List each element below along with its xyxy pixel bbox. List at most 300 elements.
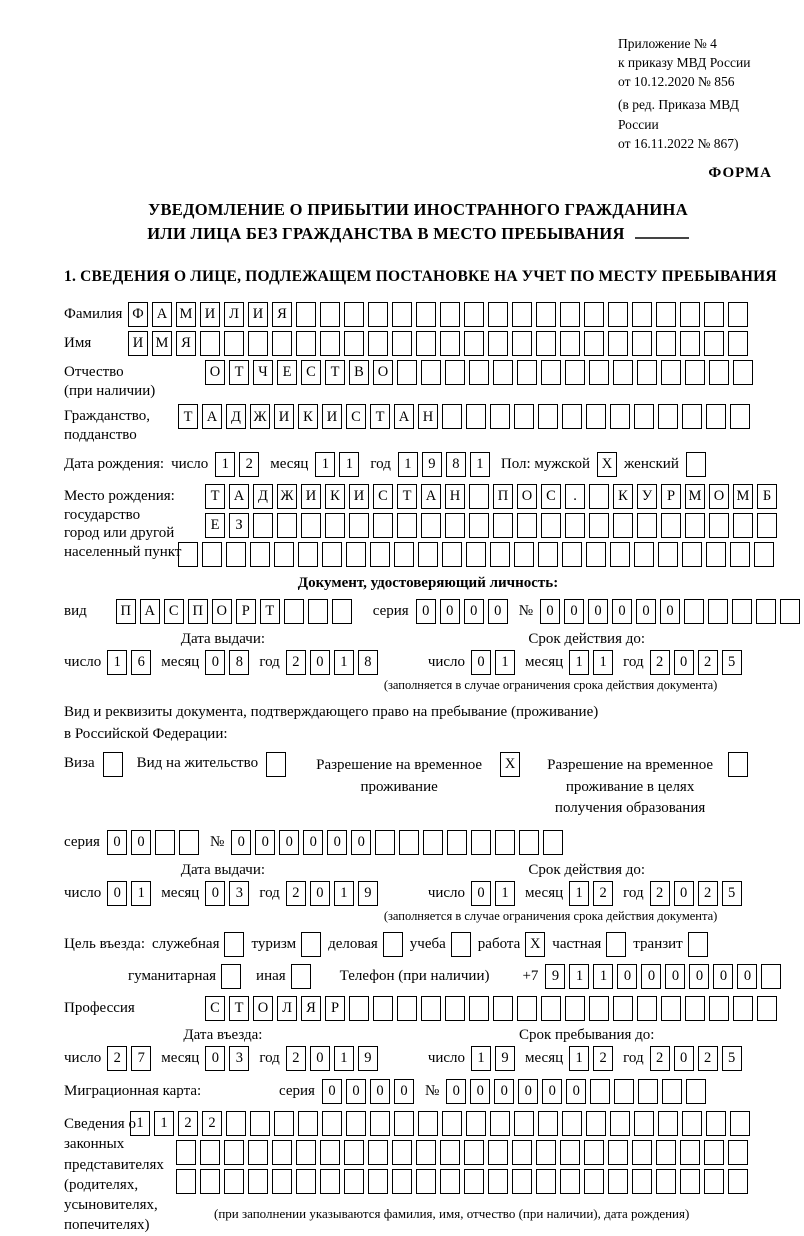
form-cell[interactable]: 0 <box>494 1079 514 1104</box>
form-cell[interactable]: С <box>164 599 184 624</box>
form-cell[interactable] <box>756 599 776 624</box>
form-cell[interactable] <box>562 404 582 429</box>
form-cell[interactable]: 9 <box>358 1046 378 1071</box>
form-cell[interactable] <box>709 360 729 385</box>
form-cell[interactable] <box>445 513 465 538</box>
form-cell[interactable] <box>680 1140 700 1165</box>
form-cell[interactable]: 0 <box>310 650 330 675</box>
form-cell[interactable] <box>754 542 774 567</box>
form-cell[interactable] <box>248 1140 268 1165</box>
form-cell[interactable]: Н <box>445 484 465 509</box>
form-cell[interactable] <box>658 1111 678 1136</box>
form-cell[interactable] <box>586 1111 606 1136</box>
form-cell[interactable]: М <box>685 484 705 509</box>
form-cell[interactable]: 0 <box>231 830 251 855</box>
form-cell[interactable]: К <box>613 484 633 509</box>
form-cell[interactable] <box>589 996 609 1021</box>
form-cell[interactable]: 8 <box>358 650 378 675</box>
form-cell[interactable]: 1 <box>593 964 613 989</box>
form-cell[interactable]: А <box>229 484 249 509</box>
visa-checkbox[interactable] <box>103 752 123 777</box>
form-cell[interactable]: 1 <box>315 452 335 477</box>
form-cell[interactable]: 0 <box>464 599 484 624</box>
form-cell[interactable]: 0 <box>107 830 127 855</box>
birth-year-cells[interactable] <box>398 452 494 477</box>
form-cell[interactable] <box>399 830 419 855</box>
form-cell[interactable] <box>368 1169 388 1194</box>
form-cell[interactable] <box>538 1111 558 1136</box>
form-cell[interactable]: Ж <box>277 484 297 509</box>
form-cell[interactable]: Т <box>178 404 198 429</box>
form-cell[interactable]: 1 <box>215 452 235 477</box>
form-cell[interactable]: З <box>229 513 249 538</box>
form-cell[interactable]: И <box>248 302 268 327</box>
form-cell[interactable] <box>685 513 705 538</box>
form-cell[interactable]: 0 <box>540 599 560 624</box>
form-cell[interactable] <box>541 513 561 538</box>
form-cell[interactable] <box>685 996 705 1021</box>
form-cell[interactable]: 0 <box>131 830 151 855</box>
form-cell[interactable] <box>296 1140 316 1165</box>
form-cell[interactable]: К <box>298 404 318 429</box>
migration-series-cells[interactable] <box>322 1079 418 1104</box>
form-cell[interactable] <box>488 1140 508 1165</box>
form-cell[interactable] <box>274 1111 294 1136</box>
form-cell[interactable]: 0 <box>566 1079 586 1104</box>
form-cell[interactable] <box>608 1140 628 1165</box>
form-cell[interactable]: 2 <box>650 881 670 906</box>
form-cell[interactable]: 6 <box>131 650 151 675</box>
form-cell[interactable] <box>471 830 491 855</box>
form-cell[interactable] <box>512 1140 532 1165</box>
form-cell[interactable] <box>488 302 508 327</box>
form-cell[interactable]: П <box>188 599 208 624</box>
doc-issue-year-cells[interactable] <box>286 650 382 675</box>
form-cell[interactable] <box>464 331 484 356</box>
purpose-study-checkbox[interactable] <box>451 932 471 957</box>
phone-cells[interactable] <box>545 964 785 989</box>
form-cell[interactable]: А <box>202 404 222 429</box>
form-cell[interactable] <box>298 1111 318 1136</box>
form-cell[interactable] <box>179 830 199 855</box>
form-cell[interactable] <box>490 542 510 567</box>
form-cell[interactable]: И <box>349 484 369 509</box>
surname-cells[interactable] <box>128 302 752 327</box>
form-cell[interactable]: 3 <box>229 1046 249 1071</box>
form-cell[interactable] <box>706 1111 726 1136</box>
form-cell[interactable] <box>296 331 316 356</box>
doc-issue-month-cells[interactable] <box>205 650 253 675</box>
form-cell[interactable]: Р <box>236 599 256 624</box>
form-cell[interactable] <box>200 1169 220 1194</box>
form-cell[interactable] <box>637 996 657 1021</box>
form-cell[interactable]: 0 <box>394 1079 414 1104</box>
form-cell[interactable]: О <box>253 996 273 1021</box>
form-cell[interactable]: Т <box>229 996 249 1021</box>
form-cell[interactable] <box>272 331 292 356</box>
form-cell[interactable]: 2 <box>178 1111 198 1136</box>
form-cell[interactable] <box>202 542 222 567</box>
form-cell[interactable] <box>490 1111 510 1136</box>
form-cell[interactable]: 0 <box>674 1046 694 1071</box>
form-cell[interactable] <box>344 302 364 327</box>
form-cell[interactable] <box>733 996 753 1021</box>
form-cell[interactable] <box>610 1111 630 1136</box>
form-cell[interactable] <box>708 599 728 624</box>
form-cell[interactable] <box>656 1169 676 1194</box>
form-cell[interactable] <box>397 513 417 538</box>
form-cell[interactable]: А <box>394 404 414 429</box>
form-cell[interactable] <box>155 830 175 855</box>
form-cell[interactable]: 2 <box>593 1046 613 1071</box>
form-cell[interactable] <box>565 360 585 385</box>
form-cell[interactable]: С <box>373 484 393 509</box>
form-cell[interactable]: И <box>274 404 294 429</box>
form-cell[interactable]: 1 <box>130 1111 150 1136</box>
form-cell[interactable]: 1 <box>569 964 589 989</box>
birth-day-cells[interactable] <box>215 452 263 477</box>
form-cell[interactable] <box>634 404 654 429</box>
profession-cells[interactable] <box>205 996 781 1021</box>
form-cell[interactable] <box>344 331 364 356</box>
stay-year-cells[interactable] <box>650 1046 746 1071</box>
form-cell[interactable] <box>589 484 609 509</box>
form-cell[interactable] <box>536 331 556 356</box>
doc-series-cells[interactable] <box>416 599 512 624</box>
form-cell[interactable] <box>344 1169 364 1194</box>
form-cell[interactable] <box>514 542 534 567</box>
form-cell[interactable]: 0 <box>279 830 299 855</box>
form-cell[interactable] <box>423 830 443 855</box>
form-cell[interactable]: Я <box>176 331 196 356</box>
form-cell[interactable] <box>686 1079 706 1104</box>
form-cell[interactable] <box>613 513 633 538</box>
form-cell[interactable]: 1 <box>398 452 418 477</box>
doc-valid-year-cells[interactable] <box>650 650 746 675</box>
form-cell[interactable] <box>656 331 676 356</box>
form-cell[interactable] <box>493 996 513 1021</box>
entry-month-cells[interactable] <box>205 1046 253 1071</box>
form-cell[interactable] <box>704 331 724 356</box>
form-cell[interactable] <box>517 513 537 538</box>
form-cell[interactable]: 1 <box>495 650 515 675</box>
stay-month-cells[interactable] <box>569 1046 617 1071</box>
form-cell[interactable] <box>634 1111 654 1136</box>
male-checkbox[interactable]: X <box>597 452 617 477</box>
birth-place-row2[interactable] <box>205 513 781 538</box>
residence-series-cells[interactable] <box>107 830 203 855</box>
form-cell[interactable]: 1 <box>569 881 589 906</box>
purpose-other-checkbox[interactable] <box>291 964 311 989</box>
form-cell[interactable]: 1 <box>131 881 151 906</box>
form-cell[interactable] <box>495 830 515 855</box>
form-cell[interactable]: 0 <box>713 964 733 989</box>
form-cell[interactable]: 9 <box>545 964 565 989</box>
patronymic-cells[interactable] <box>205 360 757 385</box>
form-cell[interactable]: О <box>517 484 537 509</box>
form-cell[interactable] <box>730 542 750 567</box>
form-cell[interactable] <box>397 360 417 385</box>
form-cell[interactable]: Ч <box>253 360 273 385</box>
form-cell[interactable]: Т <box>229 360 249 385</box>
form-cell[interactable]: 0 <box>205 881 225 906</box>
form-cell[interactable] <box>322 1111 342 1136</box>
form-cell[interactable]: П <box>116 599 136 624</box>
form-cell[interactable] <box>440 1140 460 1165</box>
form-cell[interactable]: 0 <box>737 964 757 989</box>
doc-valid-month-cells[interactable] <box>569 650 617 675</box>
representatives-row2[interactable] <box>176 1140 754 1165</box>
form-cell[interactable] <box>538 542 558 567</box>
form-cell[interactable] <box>349 996 369 1021</box>
form-cell[interactable]: 5 <box>722 1046 742 1071</box>
form-cell[interactable] <box>584 1169 604 1194</box>
form-cell[interactable] <box>658 404 678 429</box>
form-cell[interactable]: 2 <box>286 881 306 906</box>
form-cell[interactable] <box>512 1169 532 1194</box>
form-cell[interactable] <box>370 542 390 567</box>
form-cell[interactable] <box>469 996 489 1021</box>
purpose-transit-checkbox[interactable] <box>688 932 708 957</box>
residence-valid-year-cells[interactable] <box>650 881 746 906</box>
form-cell[interactable] <box>704 302 724 327</box>
form-cell[interactable] <box>608 302 628 327</box>
form-cell[interactable] <box>322 542 342 567</box>
form-cell[interactable] <box>442 1111 462 1136</box>
form-cell[interactable]: 0 <box>205 650 225 675</box>
purpose-work-checkbox[interactable]: X <box>525 932 545 957</box>
form-cell[interactable] <box>178 542 198 567</box>
form-cell[interactable] <box>301 513 321 538</box>
form-cell[interactable]: И <box>128 331 148 356</box>
form-cell[interactable] <box>392 302 412 327</box>
form-cell[interactable]: 2 <box>286 650 306 675</box>
residence-issue-month-cells[interactable] <box>205 881 253 906</box>
form-cell[interactable]: 0 <box>641 964 661 989</box>
form-cell[interactable] <box>296 1169 316 1194</box>
form-cell[interactable]: 1 <box>471 1046 491 1071</box>
form-cell[interactable]: 0 <box>636 599 656 624</box>
form-cell[interactable]: П <box>493 484 513 509</box>
form-cell[interactable] <box>709 513 729 538</box>
form-cell[interactable] <box>757 513 777 538</box>
doc-number-cells[interactable] <box>540 599 804 624</box>
form-cell[interactable] <box>682 404 702 429</box>
form-cell[interactable]: 0 <box>471 881 491 906</box>
form-cell[interactable] <box>632 1169 652 1194</box>
migration-number-cells[interactable] <box>446 1079 710 1104</box>
form-cell[interactable] <box>272 1169 292 1194</box>
form-cell[interactable] <box>541 360 561 385</box>
form-cell[interactable]: 0 <box>303 830 323 855</box>
form-cell[interactable] <box>464 1140 484 1165</box>
form-cell[interactable] <box>517 360 537 385</box>
form-cell[interactable] <box>733 360 753 385</box>
form-cell[interactable] <box>421 360 441 385</box>
form-cell[interactable] <box>562 1111 582 1136</box>
form-cell[interactable] <box>320 302 340 327</box>
form-cell[interactable]: 0 <box>665 964 685 989</box>
form-cell[interactable] <box>248 331 268 356</box>
form-cell[interactable] <box>416 302 436 327</box>
form-cell[interactable]: 1 <box>569 1046 589 1071</box>
form-cell[interactable]: 2 <box>698 1046 718 1071</box>
form-cell[interactable]: С <box>541 484 561 509</box>
form-cell[interactable]: 0 <box>612 599 632 624</box>
temp-residence-edu-checkbox[interactable] <box>728 752 748 777</box>
form-cell[interactable] <box>493 513 513 538</box>
form-cell[interactable] <box>632 331 652 356</box>
form-cell[interactable]: 5 <box>722 650 742 675</box>
form-cell[interactable] <box>608 1169 628 1194</box>
female-checkbox[interactable] <box>686 452 706 477</box>
form-cell[interactable]: С <box>301 360 321 385</box>
form-cell[interactable]: 0 <box>470 1079 490 1104</box>
form-cell[interactable] <box>632 302 652 327</box>
form-cell[interactable] <box>368 331 388 356</box>
form-cell[interactable] <box>584 331 604 356</box>
form-cell[interactable] <box>733 513 753 538</box>
form-cell[interactable] <box>658 542 678 567</box>
form-cell[interactable] <box>560 1140 580 1165</box>
form-cell[interactable] <box>418 1111 438 1136</box>
form-cell[interactable] <box>584 1140 604 1165</box>
form-cell[interactable] <box>394 542 414 567</box>
residence-permit-checkbox[interactable] <box>266 752 286 777</box>
form-cell[interactable] <box>589 360 609 385</box>
form-cell[interactable] <box>610 404 630 429</box>
form-cell[interactable] <box>706 542 726 567</box>
form-cell[interactable]: У <box>637 484 657 509</box>
form-cell[interactable] <box>375 830 395 855</box>
form-cell[interactable] <box>560 331 580 356</box>
form-cell[interactable] <box>394 1111 414 1136</box>
form-cell[interactable] <box>392 1169 412 1194</box>
form-cell[interactable]: 0 <box>327 830 347 855</box>
form-cell[interactable] <box>248 1169 268 1194</box>
form-cell[interactable] <box>730 1111 750 1136</box>
form-cell[interactable] <box>614 1079 634 1104</box>
form-cell[interactable]: 5 <box>722 881 742 906</box>
form-cell[interactable] <box>512 302 532 327</box>
form-cell[interactable] <box>586 404 606 429</box>
form-cell[interactable] <box>560 302 580 327</box>
form-cell[interactable]: Д <box>226 404 246 429</box>
form-cell[interactable]: Т <box>260 599 280 624</box>
form-cell[interactable] <box>589 513 609 538</box>
form-cell[interactable] <box>284 599 304 624</box>
form-cell[interactable] <box>656 1140 676 1165</box>
form-cell[interactable] <box>761 964 781 989</box>
form-cell[interactable]: 0 <box>255 830 275 855</box>
form-cell[interactable]: 0 <box>322 1079 342 1104</box>
form-cell[interactable]: 1 <box>334 650 354 675</box>
form-cell[interactable] <box>512 331 532 356</box>
form-cell[interactable]: 0 <box>689 964 709 989</box>
form-cell[interactable]: 2 <box>698 650 718 675</box>
residence-valid-day-cells[interactable] <box>471 881 519 906</box>
form-cell[interactable] <box>298 542 318 567</box>
form-cell[interactable]: Я <box>301 996 321 1021</box>
form-cell[interactable]: Л <box>224 302 244 327</box>
form-cell[interactable] <box>325 513 345 538</box>
form-cell[interactable]: И <box>301 484 321 509</box>
form-cell[interactable]: К <box>325 484 345 509</box>
form-cell[interactable] <box>536 1140 556 1165</box>
representatives-row1[interactable] <box>130 1111 754 1136</box>
form-cell[interactable] <box>253 513 273 538</box>
form-cell[interactable] <box>392 1140 412 1165</box>
entry-day-cells[interactable] <box>107 1046 155 1071</box>
form-cell[interactable]: О <box>205 360 225 385</box>
form-cell[interactable] <box>493 360 513 385</box>
doc-valid-day-cells[interactable] <box>471 650 519 675</box>
form-cell[interactable]: 2 <box>650 1046 670 1071</box>
form-cell[interactable] <box>638 1079 658 1104</box>
form-cell[interactable]: 0 <box>564 599 584 624</box>
form-cell[interactable]: Д <box>253 484 273 509</box>
form-cell[interactable]: О <box>709 484 729 509</box>
form-cell[interactable] <box>586 542 606 567</box>
form-cell[interactable]: 0 <box>588 599 608 624</box>
form-cell[interactable] <box>250 1111 270 1136</box>
form-cell[interactable] <box>421 513 441 538</box>
form-cell[interactable] <box>682 1111 702 1136</box>
form-cell[interactable]: 0 <box>471 650 491 675</box>
form-cell[interactable] <box>224 1169 244 1194</box>
form-cell[interactable] <box>469 484 489 509</box>
form-cell[interactable]: 0 <box>542 1079 562 1104</box>
form-cell[interactable] <box>543 830 563 855</box>
form-cell[interactable]: Ф <box>128 302 148 327</box>
form-cell[interactable] <box>464 1169 484 1194</box>
form-cell[interactable] <box>490 404 510 429</box>
form-cell[interactable] <box>226 542 246 567</box>
form-cell[interactable]: 0 <box>674 881 694 906</box>
form-cell[interactable] <box>440 302 460 327</box>
form-cell[interactable] <box>562 542 582 567</box>
form-cell[interactable] <box>565 996 585 1021</box>
form-cell[interactable] <box>514 1111 534 1136</box>
form-cell[interactable] <box>680 331 700 356</box>
form-cell[interactable]: 0 <box>440 599 460 624</box>
form-cell[interactable]: А <box>152 302 172 327</box>
form-cell[interactable]: 8 <box>446 452 466 477</box>
form-cell[interactable]: Т <box>397 484 417 509</box>
form-cell[interactable]: . <box>565 484 585 509</box>
form-cell[interactable]: 2 <box>593 881 613 906</box>
form-cell[interactable] <box>226 1111 246 1136</box>
form-cell[interactable] <box>613 996 633 1021</box>
form-cell[interactable] <box>447 830 467 855</box>
form-cell[interactable]: 0 <box>416 599 436 624</box>
form-cell[interactable]: 1 <box>593 650 613 675</box>
form-cell[interactable]: 0 <box>674 650 694 675</box>
form-cell[interactable] <box>608 331 628 356</box>
form-cell[interactable]: 7 <box>131 1046 151 1071</box>
form-cell[interactable]: 2 <box>698 881 718 906</box>
form-cell[interactable] <box>757 996 777 1021</box>
form-cell[interactable] <box>488 1169 508 1194</box>
representatives-row3[interactable] <box>176 1169 754 1194</box>
form-cell[interactable] <box>613 360 633 385</box>
form-cell[interactable]: 1 <box>334 881 354 906</box>
form-cell[interactable]: 9 <box>422 452 442 477</box>
form-cell[interactable] <box>368 1140 388 1165</box>
form-cell[interactable] <box>469 360 489 385</box>
form-cell[interactable] <box>661 513 681 538</box>
form-cell[interactable]: М <box>176 302 196 327</box>
